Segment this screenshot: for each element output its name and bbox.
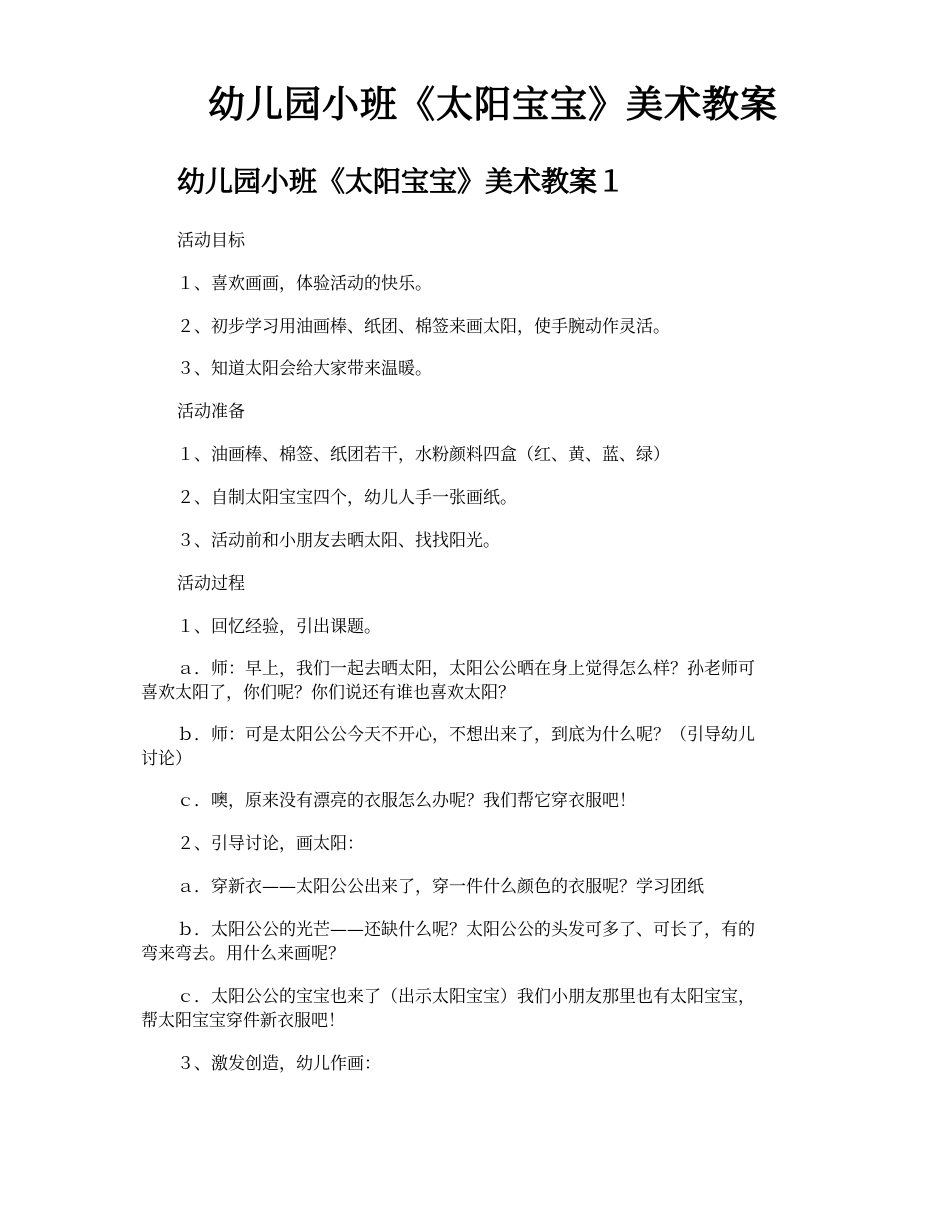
paragraph-line: ａ．师：早上，我们一起去晒太阳，太阳公公晒在身上觉得怎么样？孙老师可 xyxy=(177,659,755,679)
paragraph-line: ｃ．太阳公公的宝宝也来了（出示太阳宝宝）我们小朋友那里也有太阳宝宝， xyxy=(177,987,755,1007)
paragraph-line: 喜欢太阳了，你们呢？你们说还有谁也喜欢太阳？ xyxy=(141,683,515,703)
goal-item-1: １、喜欢画画，体验活动的快乐。 xyxy=(177,274,432,294)
paragraph-line: ｂ．太阳公公的光芒——还缺什么呢？太阳公公的头发可多了、可长了，有的 xyxy=(177,920,755,940)
section-heading: 幼儿园小班《太阳宝宝》美术教案１ xyxy=(177,165,626,198)
paragraph-line: 讨论） xyxy=(141,749,192,769)
document-title: 幼儿园小班《太阳宝宝》美术教案 xyxy=(208,82,778,126)
process-paragraph-c: ｃ．噢，原来没有漂亮的衣服怎么办呢？我们帮它穿衣服吧！ xyxy=(177,791,636,811)
process-paragraph-b xyxy=(141,723,821,771)
process-step-2: ２、引导讨论，画太阳： xyxy=(177,834,364,854)
paragraph-line: 帮太阳宝宝穿件新衣服吧！ xyxy=(141,1011,345,1031)
prep-item-3: ３、活动前和小朋友去晒太阳、找找阳光。 xyxy=(177,531,500,551)
process-step-2-a: ａ．穿新衣——太阳公公出来了，穿一件什么颜色的衣服呢？学习团纸 xyxy=(177,877,704,897)
goal-item-3: ３、知道太阳会给大家带来温暖。 xyxy=(177,359,432,379)
process-paragraph-a xyxy=(141,657,821,705)
paragraph-line: 弯来弯去。用什么来画呢？ xyxy=(141,944,345,964)
heading-activity-goals: 活动目标 xyxy=(177,231,245,251)
paragraph-line: ｂ．师：可是太阳公公今天不开心，不想出来了，到底为什么呢？（引导幼儿 xyxy=(177,725,755,745)
heading-activity-prep: 活动准备 xyxy=(177,402,245,422)
prep-item-1: １、油画棒、棉签、纸团若干，水粉颜料四盒（红、黄、蓝、绿） xyxy=(177,445,670,465)
prep-item-2: ２、自制太阳宝宝四个，幼儿人手一张画纸。 xyxy=(177,488,517,508)
process-step-2-c xyxy=(141,985,821,1033)
process-step-2-b xyxy=(141,918,821,966)
process-step-3: ３、激发创造，幼儿作画： xyxy=(177,1054,381,1074)
process-step-1: １、回忆经验，引出课题。 xyxy=(177,617,381,637)
goal-item-2: ２、初步学习用油画棒、纸团、棉签来画太阳，使手腕动作灵活。 xyxy=(177,317,670,337)
heading-activity-process: 活动过程 xyxy=(177,574,245,594)
